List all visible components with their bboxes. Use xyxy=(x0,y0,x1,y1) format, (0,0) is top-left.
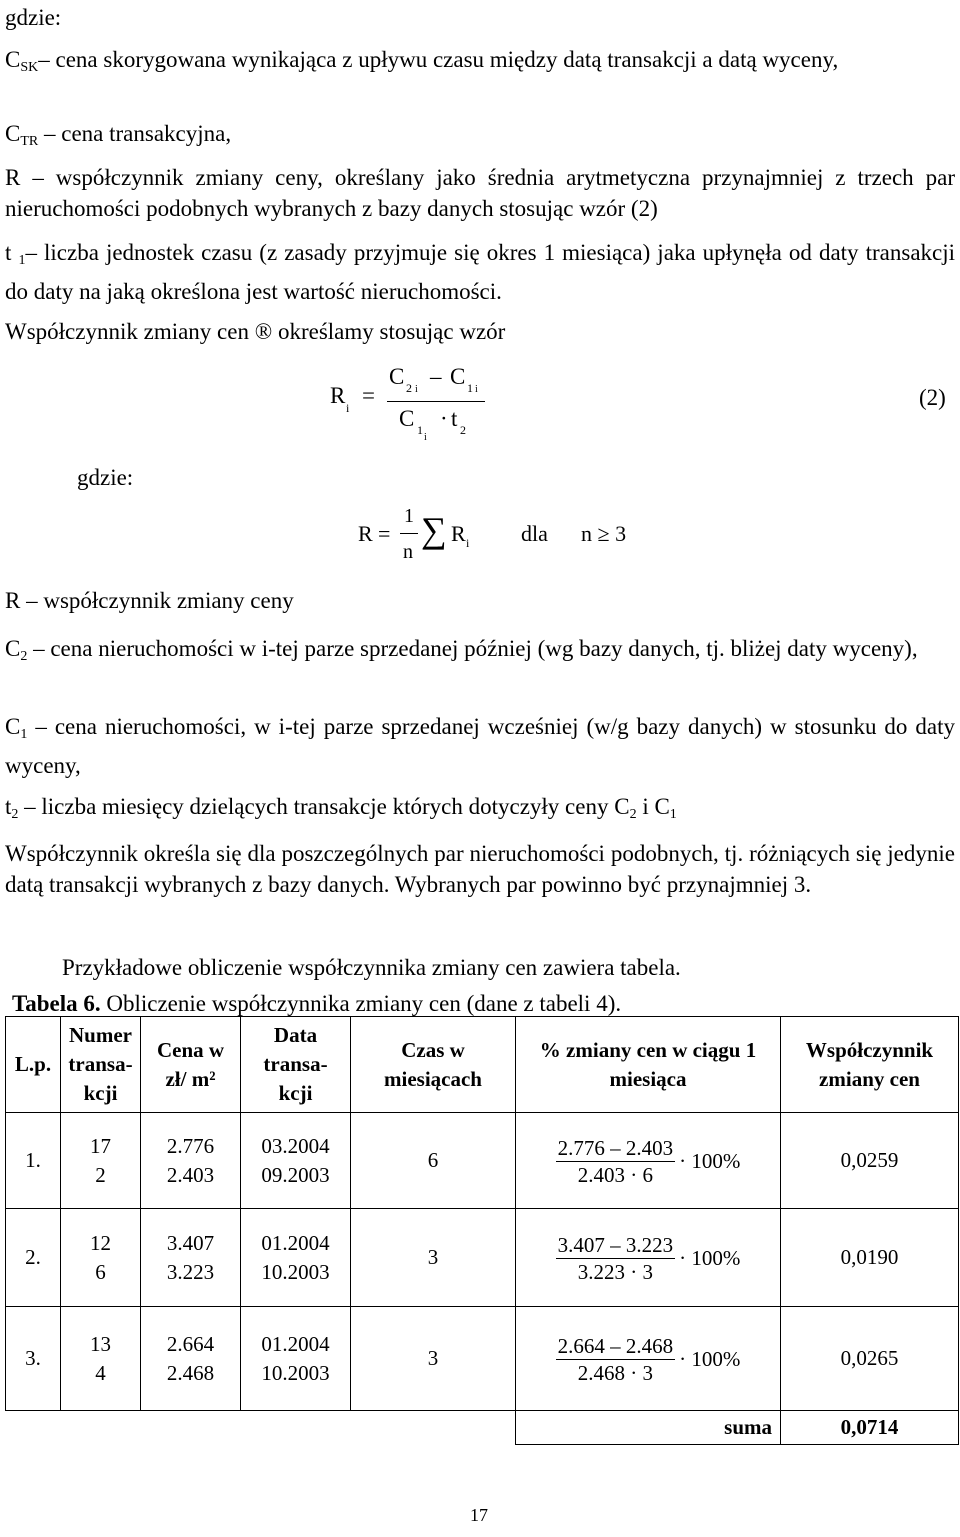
sum-value: 0,0714 xyxy=(781,1411,959,1445)
cell-zmiana: 2.664 – 2.468 2.468 · 3 · 100% xyxy=(516,1307,781,1411)
def-t1: t $_1$– liczba jednostek czasu (z zasady przyjmuje się okres 1 miesiąca) jaka upłynęła od daty transakcji do daty na jaką określona jest wartość nieruchomości. xyxy=(5,240,956,304)
cell-cena: 3.407 3.223 xyxy=(141,1209,241,1307)
cell-lp: 3. xyxy=(6,1307,61,1411)
table-row xyxy=(6,1113,959,1209)
cell-wspolczynnik: 0,0190 xyxy=(781,1209,959,1307)
cell-numer: 13 4 xyxy=(61,1307,141,1411)
cell-zmiana: 3.407 – 3.223 3.223 · 3 · 100% xyxy=(516,1209,781,1307)
cell-numer: 12 6 xyxy=(61,1209,141,1307)
paragraph-example: Przykładowe obliczenie współczynnika zmiany cen zawiera tabela. xyxy=(62,955,681,980)
table-caption: Tabela 6. Obliczenie współczynnika zmiany cen (dane z tabeli 4). xyxy=(12,991,622,1016)
table-header-row xyxy=(6,1017,959,1113)
def-r: R – współczynnik zmiany ceny, określany jako średnia arytmetyczna przynajmniej z trzech par nieruchomości podobnych wybranych z bazy danych stosując wzór (2) xyxy=(5,165,955,221)
def2-c2: $C_2$ – cena nieruchomości w i-tej parze sprzedanej później (wg bazy danych, tj. bliżej daty wyceny), xyxy=(5,636,918,664)
equation-number: (2) xyxy=(919,385,946,410)
cell-lp: 1. xyxy=(6,1113,61,1209)
paragraph-pairs: Współczynnik określa się dla poszczególnych par nieruchomości podobnych, tj. różniących się jedynie datą transakcji wybranych z bazy danych. Wybranych par powinno być przynajmniej 3. xyxy=(5,841,955,897)
def2-c1: $C_1$ – cena nieruchomości, w i-tej parze sprzedanej wcześniej (w/g bazy danych) w stosunku do daty wyceny, xyxy=(5,714,956,778)
cell-czas: 6 xyxy=(351,1113,516,1209)
cell-czas: 3 xyxy=(351,1209,516,1307)
table-sum-row xyxy=(6,1411,959,1445)
formula-intro: Współczynnik zmiany cen ® określamy stosując wzór xyxy=(5,319,506,344)
sum-label: suma xyxy=(516,1411,781,1445)
def-csk: $C_{SK}-$ cena skorygowana wynikająca z upływu czasu między datą transakcji a datą wyceny, xyxy=(5,47,839,75)
cell-wspolczynnik: 0,0259 xyxy=(781,1113,959,1209)
col-header-czas: Czas w miesiącach xyxy=(351,1017,516,1113)
cell-czas: 3 xyxy=(351,1307,516,1411)
col-header-data: Data transa-kcji xyxy=(241,1017,351,1113)
page-number: 17 xyxy=(470,1505,488,1525)
table-row xyxy=(6,1209,959,1307)
cell-data: 01.2004 10.2003 xyxy=(241,1209,351,1307)
def2-t2: $t_2$ – liczba miesięcy dzielących transakcje których dotyczyły ceny $C_2$ i $C_1$ xyxy=(5,794,677,822)
cell-lp: 2. xyxy=(6,1209,61,1307)
table-row xyxy=(6,1307,959,1411)
cell-data: 03.2004 09.2003 xyxy=(241,1113,351,1209)
intro-gdzie: gdzie: xyxy=(5,5,62,30)
col-header-lp: L.p. xyxy=(6,1017,61,1113)
col-header-zmiana: % zmiany cen w ciągu 1 miesiąca xyxy=(516,1017,781,1113)
col-header-cena: Cena w zł/ m² xyxy=(141,1017,241,1113)
coefficient-table xyxy=(5,1016,959,1445)
cell-wspolczynnik: 0,0265 xyxy=(781,1307,959,1411)
cell-cena: 2.664 2.468 xyxy=(141,1307,241,1411)
def-ctr: $C_{TR}$ – cena transakcyjna, xyxy=(5,121,232,149)
def2-r: R – współczynnik zmiany ceny xyxy=(5,588,294,613)
col-header-wspolczynnik: Współczynnik zmiany cen xyxy=(781,1017,959,1113)
cell-numer: 17 2 xyxy=(61,1113,141,1209)
gdzie-2: gdzie: xyxy=(77,465,134,490)
cell-cena: 2.776 2.403 xyxy=(141,1113,241,1209)
fraction-bar xyxy=(387,401,485,402)
cell-data: 01.2004 10.2003 xyxy=(241,1307,351,1411)
cell-zmiana: 2.776 – 2.403 2.403 · 6 · 100% xyxy=(516,1113,781,1209)
col-header-numer: Numer transa-kcji xyxy=(61,1017,141,1113)
